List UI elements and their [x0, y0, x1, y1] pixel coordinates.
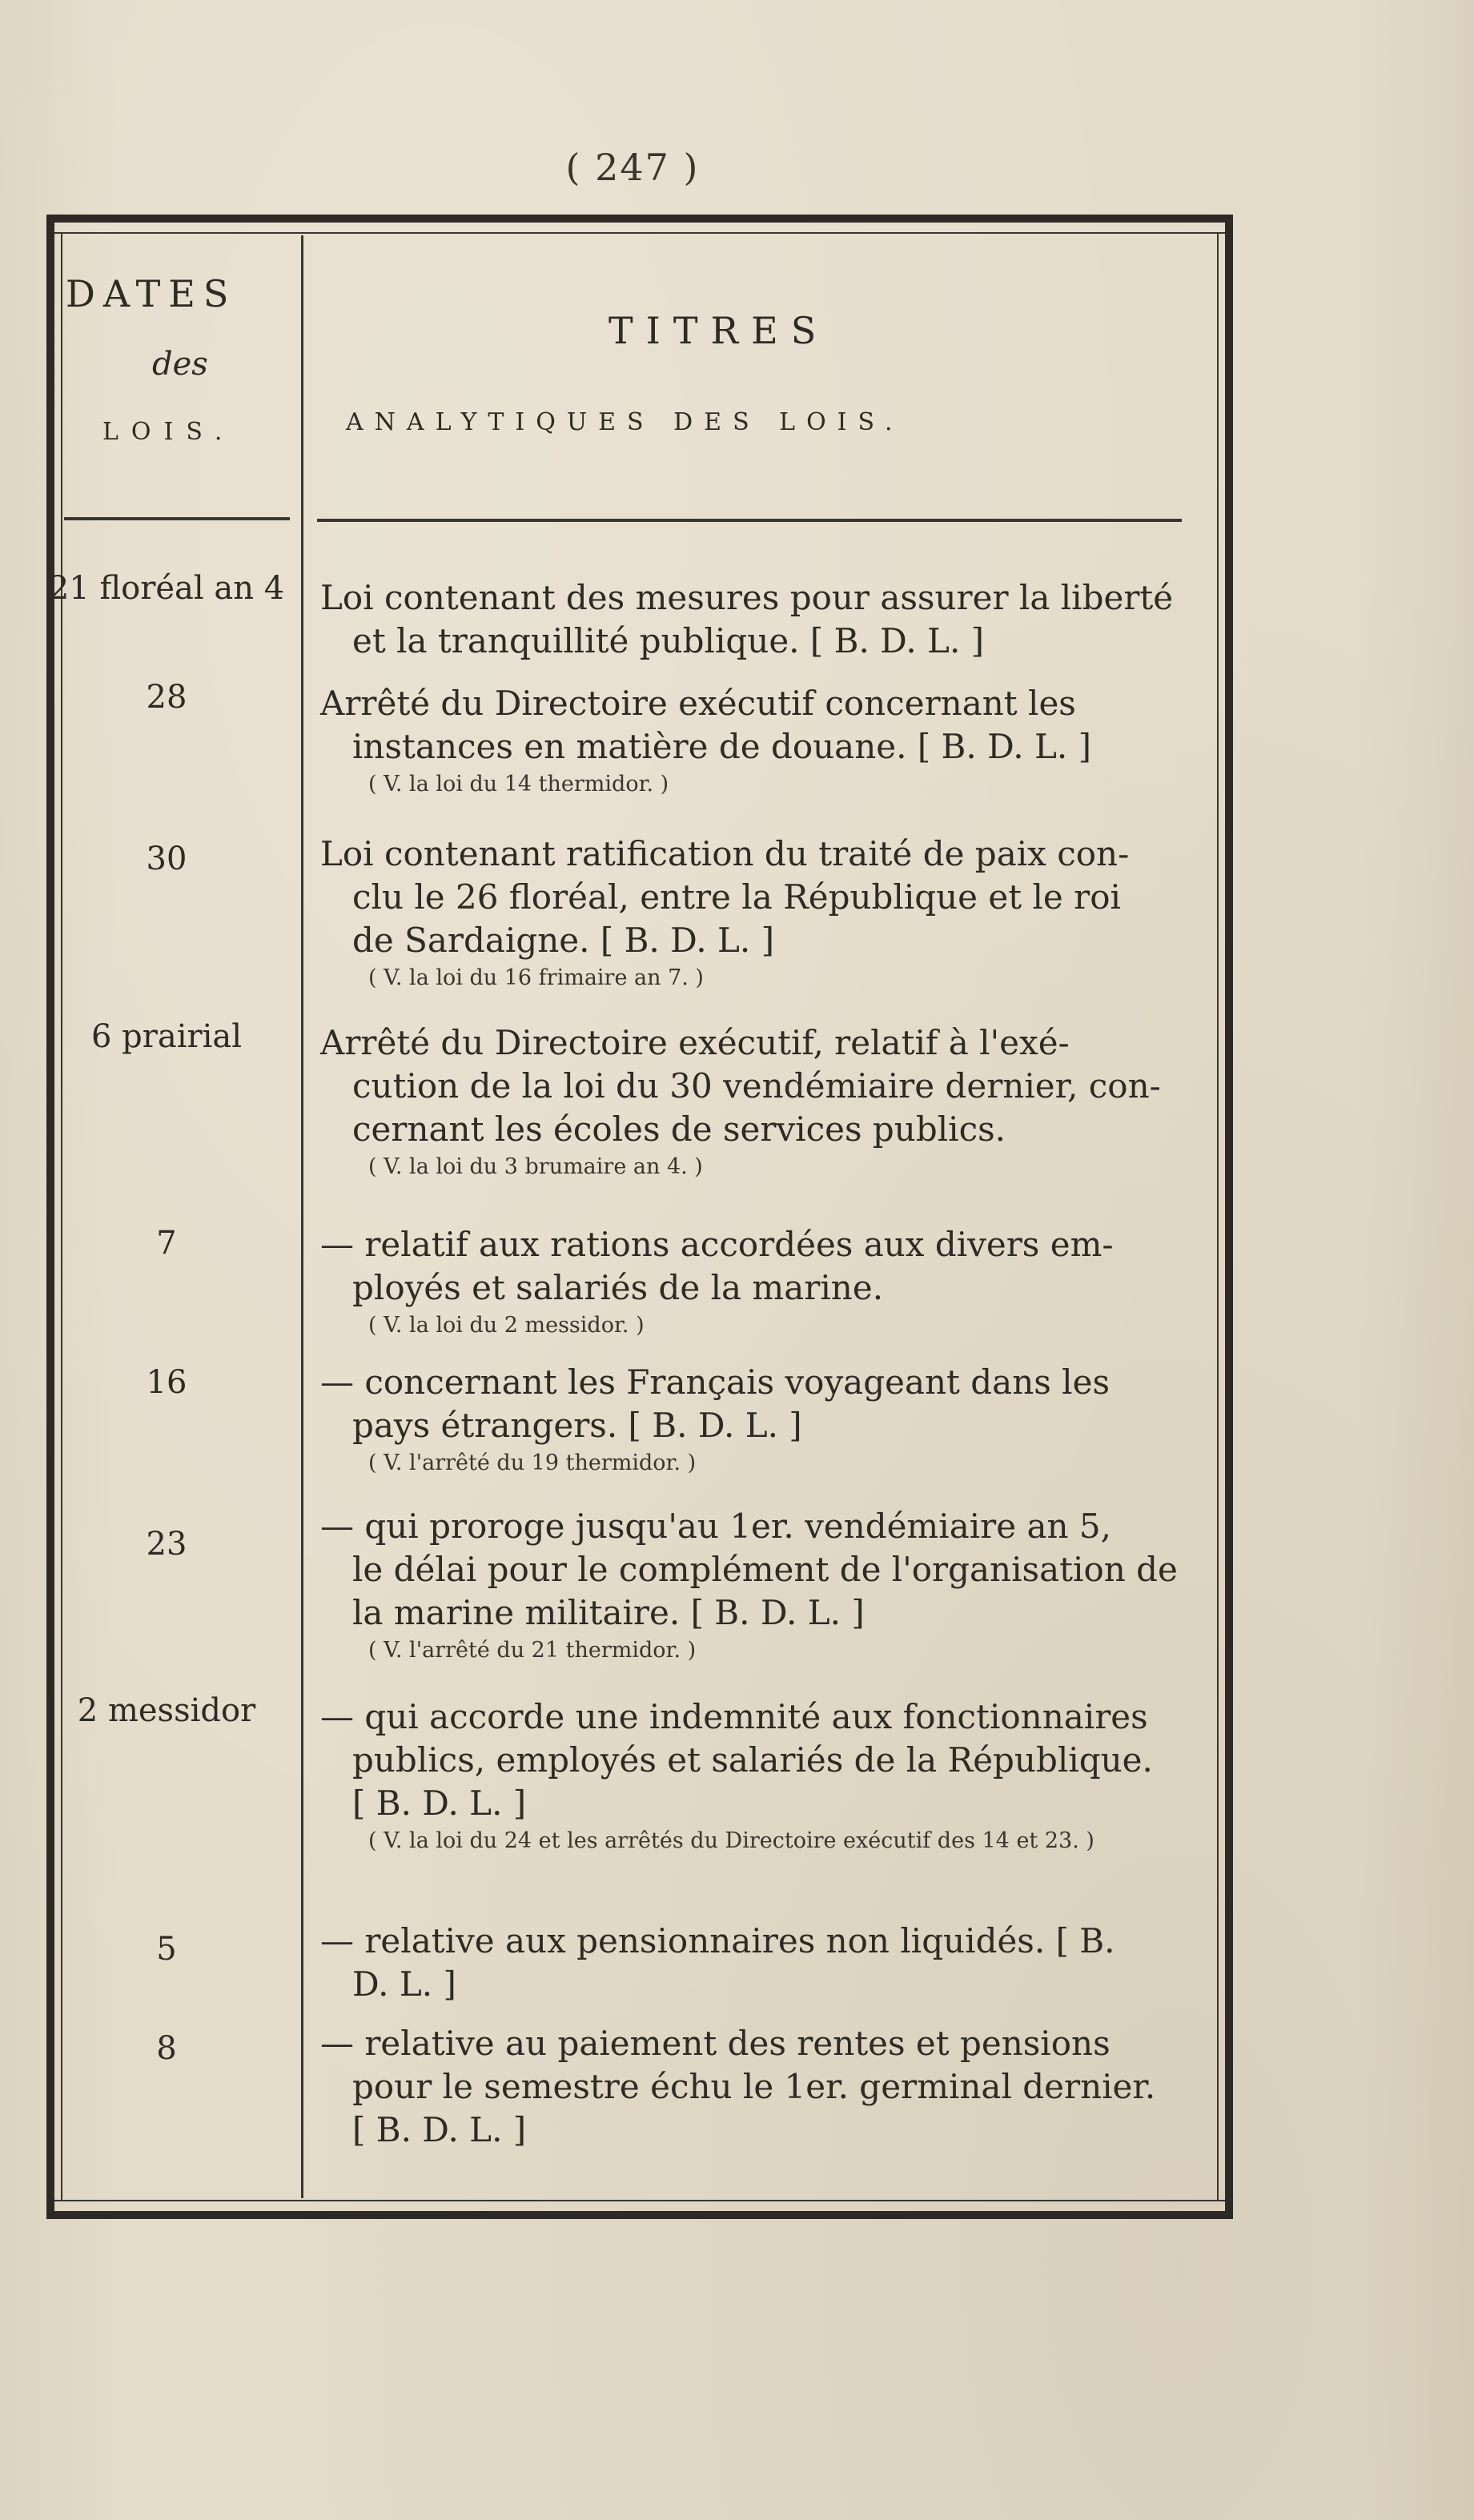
entry-line: [ B. D. L. ] — [352, 1784, 527, 1823]
entry-line: publics, employés et salariés de la République. — [352, 1740, 1153, 1780]
entry-date: 2 messidor — [77, 1692, 256, 1729]
entry-title — [320, 833, 1185, 994]
entry-line: et la tranquillité publique. [ B. D. L. ] — [352, 621, 985, 660]
entry-date: 30 — [146, 841, 187, 877]
entry-date: 7 — [156, 1225, 177, 1262]
bottom-inner-rule — [50, 2200, 1230, 2201]
entry-line: Arrêté du Directoire exécutif, relatif à l'exé- — [320, 1023, 1070, 1062]
right-inner-rule — [1217, 232, 1219, 2201]
entry-line: — concernant les Français voyageant dans les — [320, 1362, 1110, 1402]
entry-line: — qui accorde une indemnité aux fonctionnaires — [320, 1697, 1148, 1736]
entry-line: la marine militaire. [ B. D. L. ] — [352, 1593, 865, 1632]
entry-note: ( V. l'arrêté du 19 thermidor. ) — [368, 1451, 697, 1475]
entry-title — [320, 1920, 1185, 2006]
entry-line: — relatif aux rations accordées aux divers em- — [320, 1225, 1114, 1264]
entry-line: cernant les écoles de services publics. — [352, 1110, 1006, 1149]
entry-note: ( V. la loi du 2 messidor. ) — [368, 1313, 645, 1338]
entry-line: — relative au paiement des rentes et pensions — [320, 2024, 1111, 2063]
entry-date: 21 floréal an 4 — [48, 570, 285, 607]
entry-line: [ B. D. L. ] — [352, 2110, 527, 2149]
entry-note: ( V. la loi du 16 frimaire an 7. ) — [368, 965, 704, 990]
entry-line: Loi contenant des mesures pour assurer la liberté — [320, 578, 1174, 617]
right-border — [1225, 215, 1233, 2219]
entry-line: de Sardaigne. [ B. D. L. ] — [352, 921, 774, 960]
column-divider — [301, 235, 303, 2198]
entry-line: cution de la loi du 30 vendémiaire dernier, con- — [352, 1066, 1161, 1106]
entry-line: — relative aux pensionnaires non liquidés. [ B. — [320, 1921, 1115, 1960]
header-dates: DATES — [66, 272, 237, 315]
entry-note: ( V. la loi du 24 et les arrêtés du Directoire exécutif des 14 et 23. ) — [368, 1828, 1094, 1853]
entry-note: ( V. la loi du 14 thermidor. ) — [368, 772, 669, 797]
header-rule-dates — [64, 517, 290, 520]
entry-line: pour le semestre échu le 1er. germinal dernier. — [352, 2067, 1156, 2106]
page-number: ( 247 ) — [565, 146, 700, 189]
entry-title — [320, 1223, 1185, 1342]
top-border — [46, 215, 1233, 223]
entry-title — [320, 576, 1185, 663]
table-frame — [46, 215, 1233, 2219]
entry-line: ployés et salariés de la marine. — [352, 1268, 884, 1307]
entry-date: 5 — [156, 1931, 177, 1968]
header-titres: TITRES — [608, 309, 829, 352]
entry-line: Loi contenant ratification du traité de paix con- — [320, 834, 1130, 873]
entry-note: ( V. l'arrêté du 21 thermidor. ) — [368, 1638, 697, 1663]
entry-title — [320, 1695, 1185, 1857]
header-analytiques: ANALYTIQUES DES LOIS. — [346, 408, 904, 436]
entry-line: pays étrangers. [ B. D. L. ] — [352, 1406, 802, 1445]
top-inner-rule — [50, 232, 1230, 234]
header-lois: LOIS. — [102, 418, 235, 446]
entry-line: Arrêté du Directoire exécutif concernant les — [320, 684, 1076, 723]
header-des: des — [152, 346, 208, 383]
left-inner-rule — [61, 232, 62, 2201]
entry-title — [320, 1361, 1185, 1479]
entry-line: le délai pour le complément de l'organisation de — [352, 1550, 1178, 1589]
bottom-border — [46, 2211, 1233, 2219]
entry-title — [320, 2022, 1185, 2152]
entry-note: ( V. la loi du 3 brumaire an 4. ) — [368, 1154, 703, 1179]
header-rule-titres — [317, 519, 1182, 522]
entry-date: 28 — [146, 679, 187, 716]
entry-date: 8 — [156, 2030, 177, 2067]
entry-line: clu le 26 floréal, entre la République et le roi — [352, 877, 1121, 917]
entry-date: 6 prairial — [90, 1018, 243, 1055]
entry-title — [320, 1505, 1185, 1667]
entry-line: — qui proroge jusqu'au 1er. vendémiaire an 5, — [320, 1507, 1111, 1546]
entry-title — [320, 682, 1185, 801]
entry-date: 23 — [146, 1526, 187, 1563]
entry-title — [320, 1021, 1185, 1183]
left-border — [46, 215, 54, 2219]
entry-line: instances en matière de douane. [ B. D. L. ] — [352, 727, 1091, 766]
entry-date: 16 — [146, 1364, 187, 1401]
entry-line: D. L. ] — [352, 1964, 456, 2004]
